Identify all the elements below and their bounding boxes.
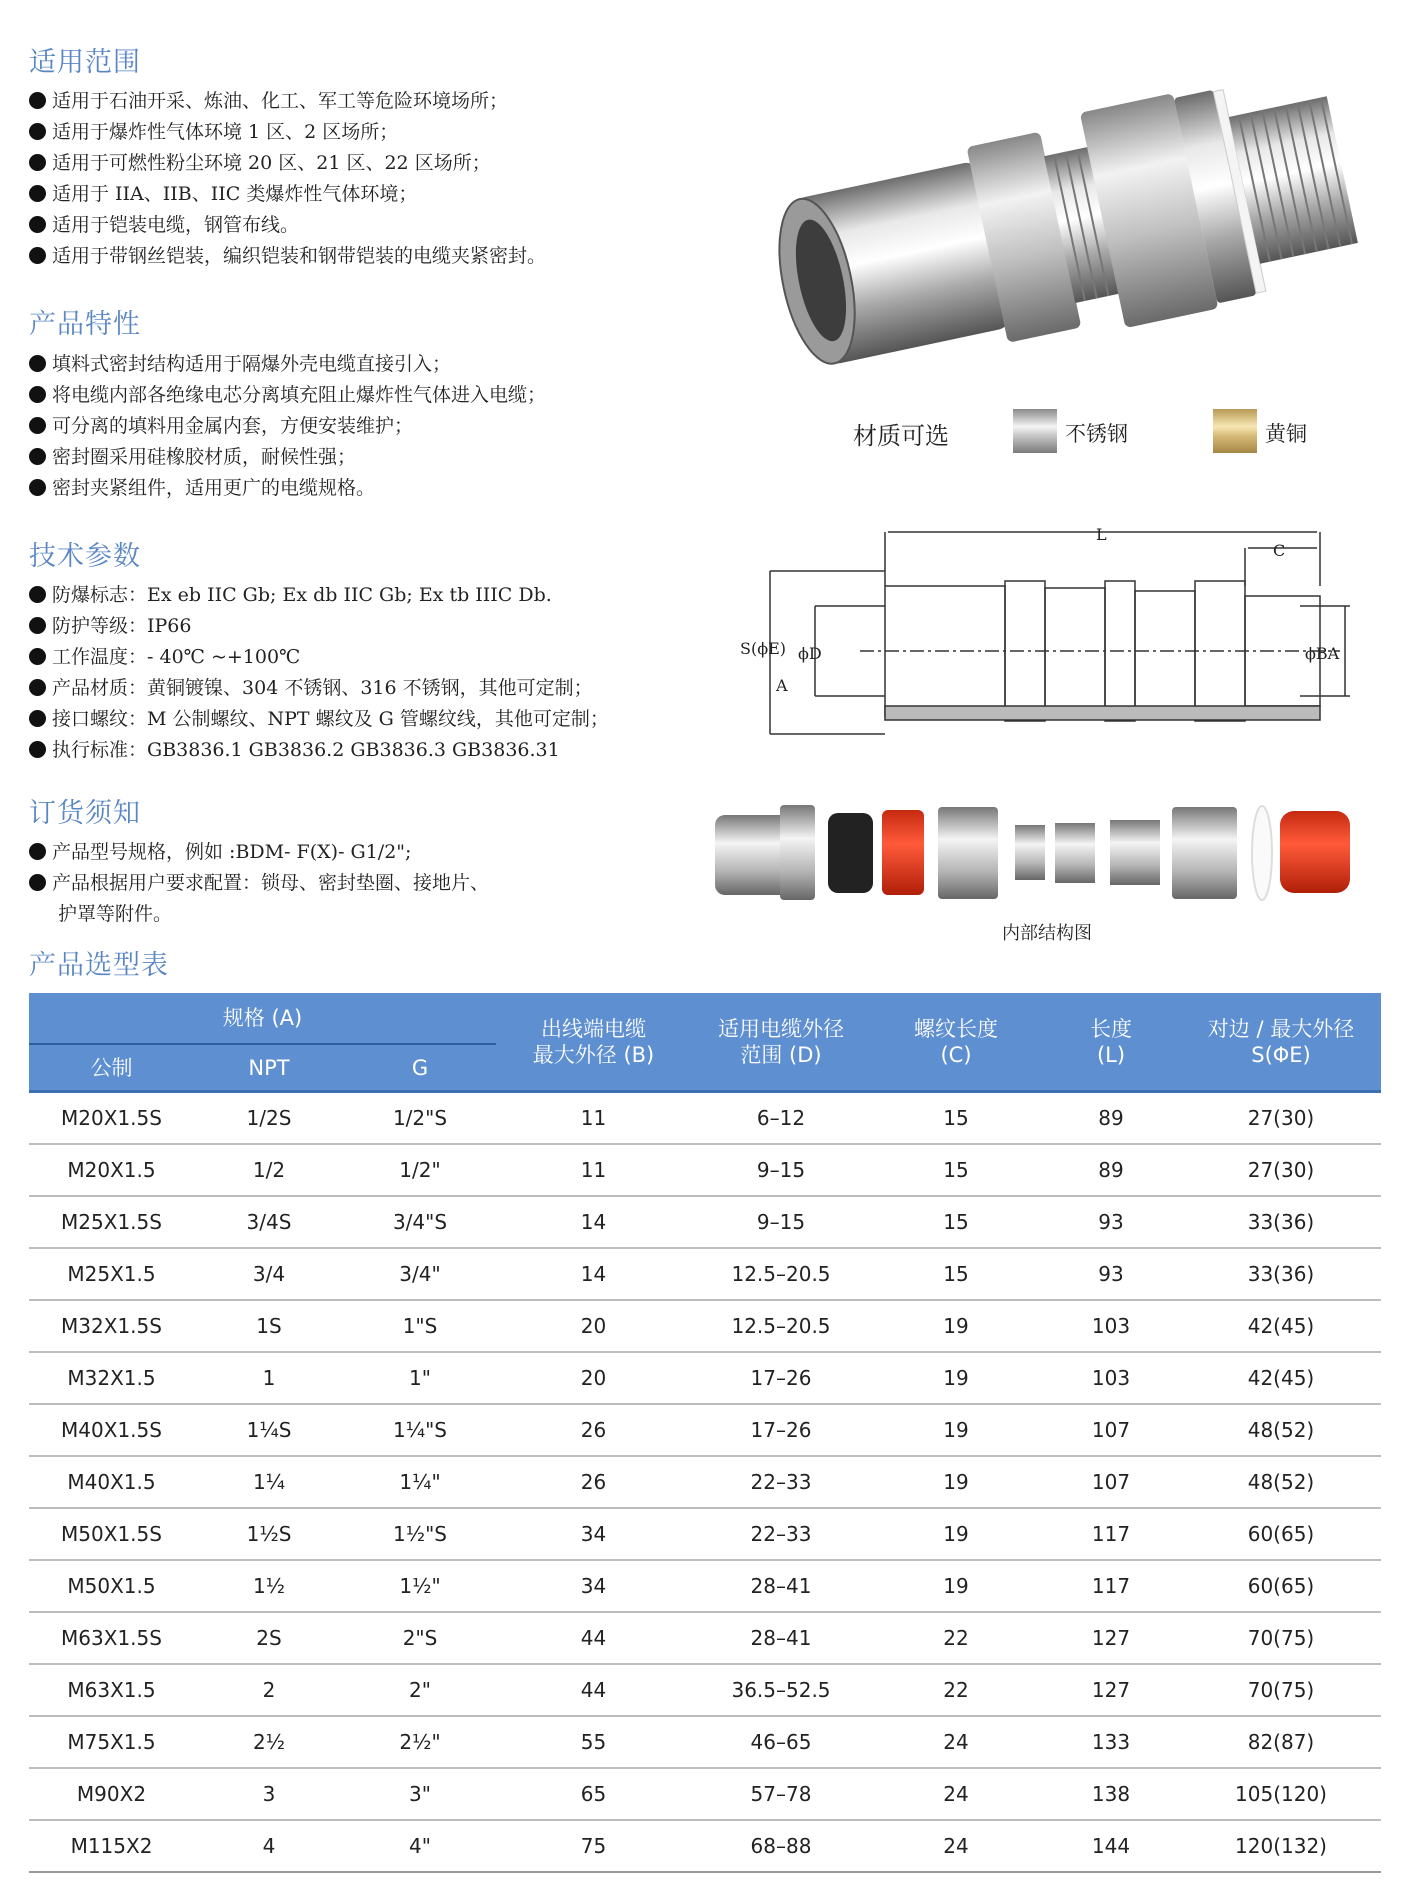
cell-metric: M25X1.5S [29, 1196, 194, 1248]
cell-thread-length: 15 [871, 1248, 1041, 1300]
table-row [29, 1196, 1381, 1248]
list-item: 产品型号规格，例如 :BDM- F(X)- G1/2"; [29, 837, 489, 868]
table-row [29, 1144, 1381, 1196]
col-s-header: 对边 / 最大外径 S(ΦE) [1181, 993, 1381, 1092]
bullet-icon [29, 355, 46, 372]
section-title-order: 订货须知 [29, 798, 141, 829]
table-row [29, 1716, 1381, 1768]
cell-cable-range: 28–41 [691, 1612, 871, 1664]
cell-length: 127 [1041, 1612, 1181, 1664]
list-item: 防爆标志：Ex eb IIC Gb; Ex db IIC Gb; Ex tb IIIC Db. [29, 580, 609, 611]
cell-max-od: 44 [496, 1664, 691, 1716]
cell-length: 133 [1041, 1716, 1181, 1768]
bullet-icon [29, 92, 46, 109]
exploded-parts-image [710, 795, 1400, 905]
cell-length: 117 [1041, 1560, 1181, 1612]
cell-metric: M40X1.5 [29, 1456, 194, 1508]
cell-across-flats: 33(36) [1181, 1196, 1381, 1248]
cell-g: 2" [344, 1664, 496, 1716]
stainless-swatch [1013, 409, 1057, 453]
section-title-scope: 适用范围 [29, 47, 141, 78]
list-item: 填料式密封结构适用于隔爆外壳电缆直接引入； [29, 349, 546, 380]
bullet-icon [29, 479, 46, 496]
list-item: 适用于铠装电缆，钢管布线。 [29, 210, 546, 241]
part-nut [780, 805, 815, 900]
cell-thread-length: 19 [871, 1300, 1041, 1352]
cell-cable-range: 57–78 [691, 1768, 871, 1820]
order-list [29, 837, 489, 930]
cell-thread-length: 19 [871, 1404, 1041, 1456]
cell-cable-range: 22–33 [691, 1456, 871, 1508]
cell-cable-range: 46–65 [691, 1716, 871, 1768]
cell-max-od: 11 [496, 1092, 691, 1145]
cell-length: 117 [1041, 1508, 1181, 1560]
cell-cable-range: 9–15 [691, 1196, 871, 1248]
cell-max-od: 20 [496, 1352, 691, 1404]
cell-metric: M115X2 [29, 1820, 194, 1872]
bullet-icon [29, 741, 46, 758]
bullet-icon [29, 185, 46, 202]
cell-npt: 2½ [194, 1716, 344, 1768]
part-washer [1252, 806, 1272, 900]
list-item: 适用于带钢丝铠装，编织铠装和钢带铠装的电缆夹紧密封。 [29, 241, 546, 272]
part-body [938, 807, 998, 899]
table-row [29, 1612, 1381, 1664]
cell-max-od: 55 [496, 1716, 691, 1768]
cell-length: 103 [1041, 1352, 1181, 1404]
cell-across-flats: 27(30) [1181, 1092, 1381, 1145]
cell-thread-length: 15 [871, 1196, 1041, 1248]
cell-g: 1½"S [344, 1508, 496, 1560]
cell-across-flats: 42(45) [1181, 1300, 1381, 1352]
bullet-icon [29, 586, 46, 603]
cell-thread-length: 22 [871, 1612, 1041, 1664]
list-item: 产品根据用户要求配置：锁母、密封垫圈、接地片、 [29, 868, 489, 899]
col-c-header: 螺纹长度 (C) [871, 993, 1041, 1092]
bullet-icon [29, 216, 46, 233]
table-row [29, 1664, 1381, 1716]
cell-across-flats: 27(30) [1181, 1144, 1381, 1196]
bullet-icon [29, 617, 46, 634]
cell-thread-length: 15 [871, 1092, 1041, 1145]
cell-npt: 3 [194, 1768, 344, 1820]
cell-cable-range: 22–33 [691, 1508, 871, 1560]
cell-thread-length: 19 [871, 1560, 1041, 1612]
table-row [29, 1508, 1381, 1560]
cell-across-flats: 48(52) [1181, 1456, 1381, 1508]
cell-across-flats: 60(65) [1181, 1560, 1381, 1612]
cell-metric: M90X2 [29, 1768, 194, 1820]
cell-g: 1¼"S [344, 1404, 496, 1456]
dimension-drawing [740, 526, 1350, 746]
cell-g: 2"S [344, 1612, 496, 1664]
selection-table [29, 993, 1381, 1873]
bullet-icon [29, 386, 46, 403]
cell-max-od: 34 [496, 1560, 691, 1612]
cell-thread-length: 19 [871, 1456, 1041, 1508]
cell-metric: M50X1.5 [29, 1560, 194, 1612]
cell-cable-range: 36.5–52.5 [691, 1664, 871, 1716]
section-title-table: 产品选型表 [29, 950, 169, 981]
bullet-icon [29, 417, 46, 434]
cell-npt: 1¼ [194, 1456, 344, 1508]
table-row [29, 1560, 1381, 1612]
cell-max-od: 20 [496, 1300, 691, 1352]
table-row [29, 1820, 1381, 1872]
list-item: 适用于 IIA、IIB、IIC 类爆炸性气体环境； [29, 179, 546, 210]
cell-thread-length: 24 [871, 1716, 1041, 1768]
cell-across-flats: 82(87) [1181, 1716, 1381, 1768]
list-item: 工作温度：- 40℃ ~+100℃ [29, 642, 609, 673]
cell-across-flats: 70(75) [1181, 1664, 1381, 1716]
cell-max-od: 14 [496, 1248, 691, 1300]
cell-across-flats: 60(65) [1181, 1508, 1381, 1560]
list-item: 适用于石油开采、炼油、化工、军工等危险环境场所； [29, 86, 546, 117]
cell-npt: 3/4S [194, 1196, 344, 1248]
cell-metric: M63X1.5S [29, 1612, 194, 1664]
section-title-features: 产品特性 [29, 309, 141, 340]
cell-g: 3/4" [344, 1248, 496, 1300]
cell-metric: M50X1.5S [29, 1508, 194, 1560]
cell-cable-range: 28–41 [691, 1560, 871, 1612]
tech-list [29, 580, 609, 766]
cell-thread-length: 19 [871, 1508, 1041, 1560]
cell-metric: M32X1.5 [29, 1352, 194, 1404]
cell-g: 1/2"S [344, 1092, 496, 1145]
cell-max-od: 44 [496, 1612, 691, 1664]
part-ring [1015, 825, 1045, 880]
cell-metric: M75X1.5 [29, 1716, 194, 1768]
bullet-icon [29, 843, 46, 860]
col-npt-header: NPT [194, 1045, 344, 1092]
dim-D: ϕD [798, 644, 822, 663]
cell-g: 1" [344, 1352, 496, 1404]
col-l-header: 长度 (L) [1041, 993, 1181, 1092]
part-rubber-seal [828, 813, 873, 893]
cell-max-od: 26 [496, 1456, 691, 1508]
cell-npt: 2S [194, 1612, 344, 1664]
cell-npt: 1S [194, 1300, 344, 1352]
list-item: 产品材质：黄铜镀镍、304 不锈钢、316 不锈钢，其他可定制； [29, 673, 609, 704]
cell-thread-length: 24 [871, 1768, 1041, 1820]
cell-max-od: 65 [496, 1768, 691, 1820]
col-d-header: 适用电缆外径 范围 (D) [691, 993, 871, 1092]
cell-length: 89 [1041, 1092, 1181, 1145]
cell-cable-range: 17–26 [691, 1404, 871, 1456]
list-item: 可分离的填料用金属内套，方便安装维护； [29, 411, 546, 442]
cell-across-flats: 42(45) [1181, 1352, 1381, 1404]
table-row [29, 1300, 1381, 1352]
brass-label: 黄铜 [1265, 422, 1307, 446]
col-b-header: 出线端电缆 最大外径 (B) [496, 993, 691, 1092]
cell-across-flats: 70(75) [1181, 1612, 1381, 1664]
cell-across-flats: 48(52) [1181, 1404, 1381, 1456]
features-list [29, 349, 546, 504]
cell-cable-range: 68–88 [691, 1820, 871, 1872]
cell-length: 103 [1041, 1300, 1181, 1352]
bullet-icon [29, 648, 46, 665]
list-item: 将电缆内部各绝缘电芯分离填充阻止爆炸性气体进入电缆； [29, 380, 546, 411]
cell-thread-length: 22 [871, 1664, 1041, 1716]
cell-max-od: 11 [496, 1144, 691, 1196]
cell-length: 107 [1041, 1404, 1181, 1456]
cell-npt: 1¼S [194, 1404, 344, 1456]
bullet-icon [29, 154, 46, 171]
dim-L: L [1096, 526, 1107, 544]
cell-g: 4" [344, 1820, 496, 1872]
cell-length: 89 [1041, 1144, 1181, 1196]
cell-g: 1/2" [344, 1144, 496, 1196]
table-row [29, 1248, 1381, 1300]
cell-cable-range: 12.5–20.5 [691, 1248, 871, 1300]
cell-g: 1¼" [344, 1456, 496, 1508]
col-metric-header: 公制 [29, 1045, 194, 1092]
table-row [29, 1456, 1381, 1508]
cell-npt: 2 [194, 1664, 344, 1716]
cell-npt: 1/2 [194, 1144, 344, 1196]
list-item: 密封夹紧组件，适用更广的电缆规格。 [29, 473, 546, 504]
material-label: 材质可选 [853, 422, 949, 450]
cell-max-od: 14 [496, 1196, 691, 1248]
cell-max-od: 26 [496, 1404, 691, 1456]
cell-cable-range: 9–15 [691, 1144, 871, 1196]
cell-npt: 3/4 [194, 1248, 344, 1300]
parts-caption: 内部结构图 [1002, 923, 1092, 944]
bullet-icon [29, 679, 46, 696]
cell-metric: M40X1.5S [29, 1404, 194, 1456]
stainless-label: 不锈钢 [1065, 422, 1128, 446]
cell-across-flats: 33(36) [1181, 1248, 1381, 1300]
cell-metric: M20X1.5S [29, 1092, 194, 1145]
dim-C: C [1273, 541, 1286, 560]
part-red-cap [1280, 811, 1350, 893]
bullet-icon [29, 710, 46, 727]
cell-cable-range: 6–12 [691, 1092, 871, 1145]
brass-swatch [1213, 409, 1257, 453]
part-entry [1172, 807, 1237, 899]
bullet-icon [29, 874, 46, 891]
cell-max-od: 75 [496, 1820, 691, 1872]
col-group-spec [29, 993, 496, 1045]
section-title-tech: 技术参数 [29, 541, 141, 572]
cell-g: 2½" [344, 1716, 496, 1768]
bullet-icon [29, 448, 46, 465]
cell-cable-range: 12.5–20.5 [691, 1300, 871, 1352]
cell-length: 107 [1041, 1456, 1181, 1508]
dim-S: S(ϕE) [740, 639, 787, 658]
cell-length: 93 [1041, 1196, 1181, 1248]
cell-metric: M25X1.5 [29, 1248, 194, 1300]
cell-across-flats: 120(132) [1181, 1820, 1381, 1872]
table-row [29, 1352, 1381, 1404]
table-row [29, 1768, 1381, 1820]
cell-npt: 1½S [194, 1508, 344, 1560]
list-item: 防护等级：IP66 [29, 611, 609, 642]
cell-npt: 4 [194, 1820, 344, 1872]
part-red-seal [882, 810, 924, 895]
cell-g: 1"S [344, 1300, 496, 1352]
cell-length: 138 [1041, 1768, 1181, 1820]
cell-thread-length: 24 [871, 1820, 1041, 1872]
cell-metric: M32X1.5S [29, 1300, 194, 1352]
cell-g: 3/4"S [344, 1196, 496, 1248]
table-body [29, 1092, 1381, 1873]
cell-npt: 1½ [194, 1560, 344, 1612]
cell-thread-length: 15 [871, 1144, 1041, 1196]
cell-thread-length: 19 [871, 1352, 1041, 1404]
cell-npt: 1 [194, 1352, 344, 1404]
cell-across-flats: 105(120) [1181, 1768, 1381, 1820]
cable-gland-photo [760, 40, 1400, 380]
cell-cable-range: 17–26 [691, 1352, 871, 1404]
list-item-continuation: 护罩等附件。 [58, 903, 173, 925]
scope-list [29, 86, 546, 272]
col-g-header: G [344, 1045, 496, 1092]
list-item: 密封圈采用硅橡胶材质，耐候性强； [29, 442, 546, 473]
dim-A: A [776, 676, 788, 695]
list-item: 接口螺纹：M 公制螺纹、NPT 螺纹及 G 管螺纹线，其他可定制； [29, 704, 609, 735]
cell-length: 144 [1041, 1820, 1181, 1872]
cell-metric: M20X1.5 [29, 1144, 194, 1196]
cell-g: 3" [344, 1768, 496, 1820]
table-row [29, 1092, 1381, 1145]
cell-length: 127 [1041, 1664, 1181, 1716]
part-tube [1110, 820, 1160, 885]
part-insert [1055, 823, 1095, 883]
cell-metric: M63X1.5 [29, 1664, 194, 1716]
table-row [29, 1404, 1381, 1456]
cell-npt: 1/2S [194, 1092, 344, 1145]
list-item: 适用于爆炸性气体环境 1 区、2 区场所； [29, 117, 546, 148]
dim-BA: ϕBA [1305, 644, 1340, 663]
cell-g: 1½" [344, 1560, 496, 1612]
list-item: 适用于可燃性粉尘环境 20 区、21 区、22 区场所； [29, 148, 546, 179]
list-item: 执行标准：GB3836.1 GB3836.2 GB3836.3 GB3836.31 [29, 735, 609, 766]
bullet-icon [29, 123, 46, 140]
cell-max-od: 34 [496, 1508, 691, 1560]
bullet-icon [29, 247, 46, 264]
cell-length: 93 [1041, 1248, 1181, 1300]
col-group-spec-label: 规格 (A) [29, 994, 496, 1045]
